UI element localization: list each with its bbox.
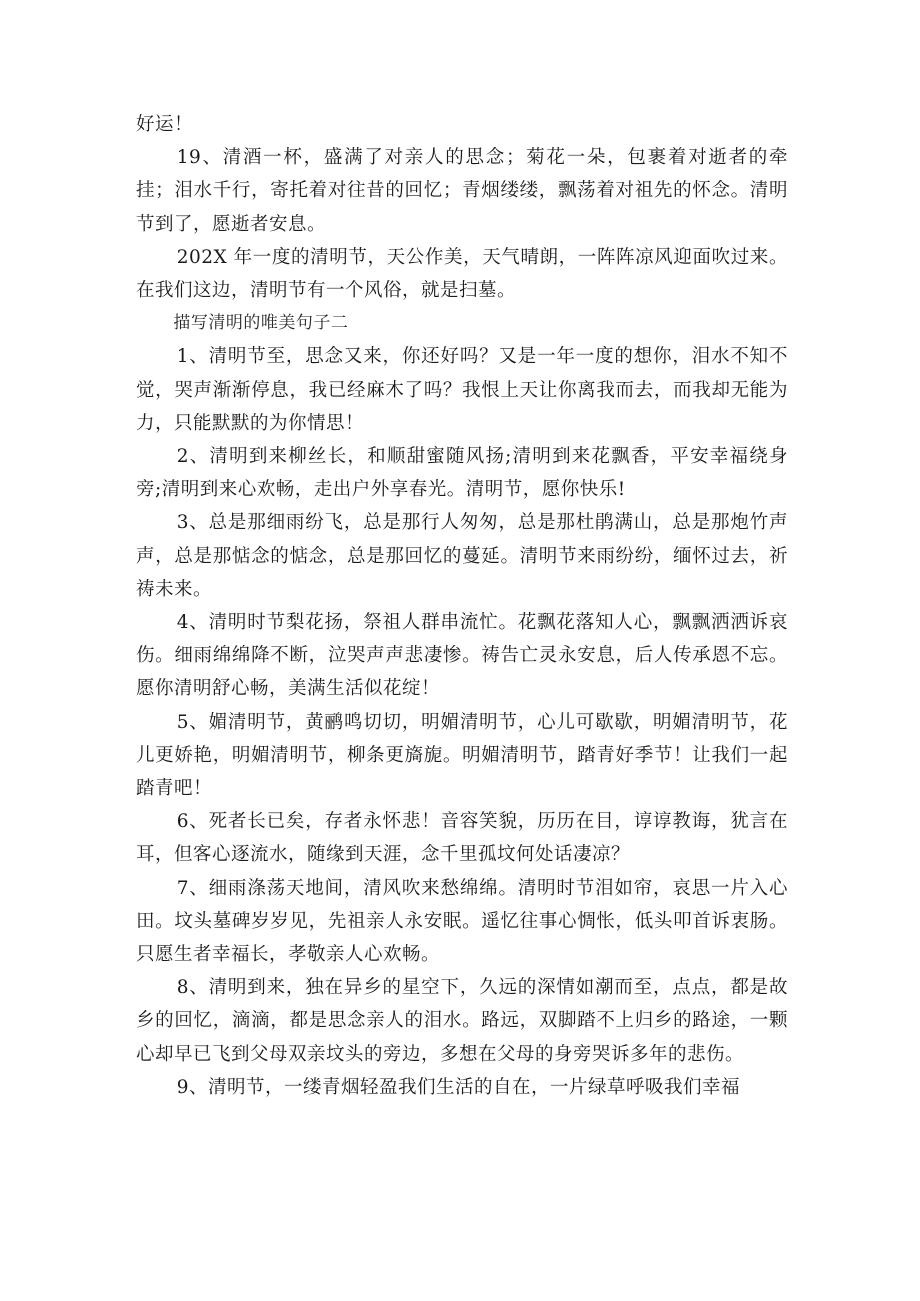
paragraph-qingming-202x: 202X 年一度的清明节，天公作美，天气晴朗，一阵阵凉风迎面吹过来。在我们这边，清明节有一个风俗，就是扫墓。 [136, 246, 788, 302]
paragraph-item-6: 6、死者长已矣，存者永怀悲！音容笑貌，历历在目，谆谆教诲，犹言在耳，但客心逐流水，随缘到天涯，念千里孤坟何处话凄凉？ [136, 811, 788, 866]
paragraph-continuation: 好运！ [136, 114, 194, 135]
document-body [136, 108, 788, 1104]
paragraph-item-9: 9、清明节，一缕青烟轻盈我们生活的自在，一片绿草呼吸我们幸福 [176, 1076, 740, 1098]
paragraph-item-2: 2、清明到来柳丝长，和顺甜蜜随风扬;清明到来花飘香，平安幸福绕身旁;清明到来心欢畅，走出户外享春光。清明节，愿你快乐! [136, 446, 788, 501]
paragraph-item-3: 3、总是那细雨纷飞，总是那行人匆匆，总是那杜鹃满山，总是那炮竹声声，总是那惦念的惦念，总是那回忆的蔓延。清明节来雨纷纷，缅怀过去，祈祷未来。 [136, 512, 788, 600]
paragraph-item-4: 4、清明时节梨花扬，祭祖人群串流忙。花飘花落知人心，飘飘洒洒诉哀伤。细雨绵绵降不断，泣哭声声悲凄惨。祷告亡灵永安息，后人传承恩不忘。愿你清明舒心畅，美满生活似花绽！ [136, 612, 788, 700]
paragraph-item-8: 8、清明到来，独在异乡的星空下，久远的深情如潮而至，点点，都是故乡的回忆，滴滴，都是思念亲人的泪水。路远，双脚踏不上归乡的路途，一颗心却早已飞到父母双亲坟头的旁边，多想在父母的身旁哭诉多年的悲伤。 [136, 977, 788, 1065]
paragraph-item-7: 7、细雨涤荡天地间，清风吹来愁绵绵。清明时节泪如帘，哀思一片入心田。坟头墓碑岁岁见，先祖亲人永安眠。遥忆往事心惆怅，低头叩首诉衷肠。只愿生者幸福长，孝敬亲人心欢畅。 [136, 877, 788, 966]
paragraph-item-5: 5、媚清明节，黄鹂鸣切切，明媚清明节，心儿可歇歇，明媚清明节，花儿更娇艳，明媚清明节，柳条更旖旎。明媚清明节，踏青好季节！让我们一起踏青吧！ [136, 711, 788, 800]
paragraph-item-1: 1、清明节至，思念又来，你还好吗？又是一年一度的想你，泪水不知不觉，哭声渐渐停息，我已经麻木了吗？我恨上天让你离我而去，而我却无能为力，只能默默的为你情思！ [136, 346, 788, 434]
paragraph-item-19: 19、清酒一杯，盛满了对亲人的思念；菊花一朵，包裹着对逝者的牵挂；泪水千行，寄托着对往昔的回忆；青烟缕缕，飘荡着对祖先的怀念。清明节到了，愿逝者安息。 [136, 147, 788, 235]
section-heading: 描写清明的唯美句子二 [173, 313, 349, 334]
